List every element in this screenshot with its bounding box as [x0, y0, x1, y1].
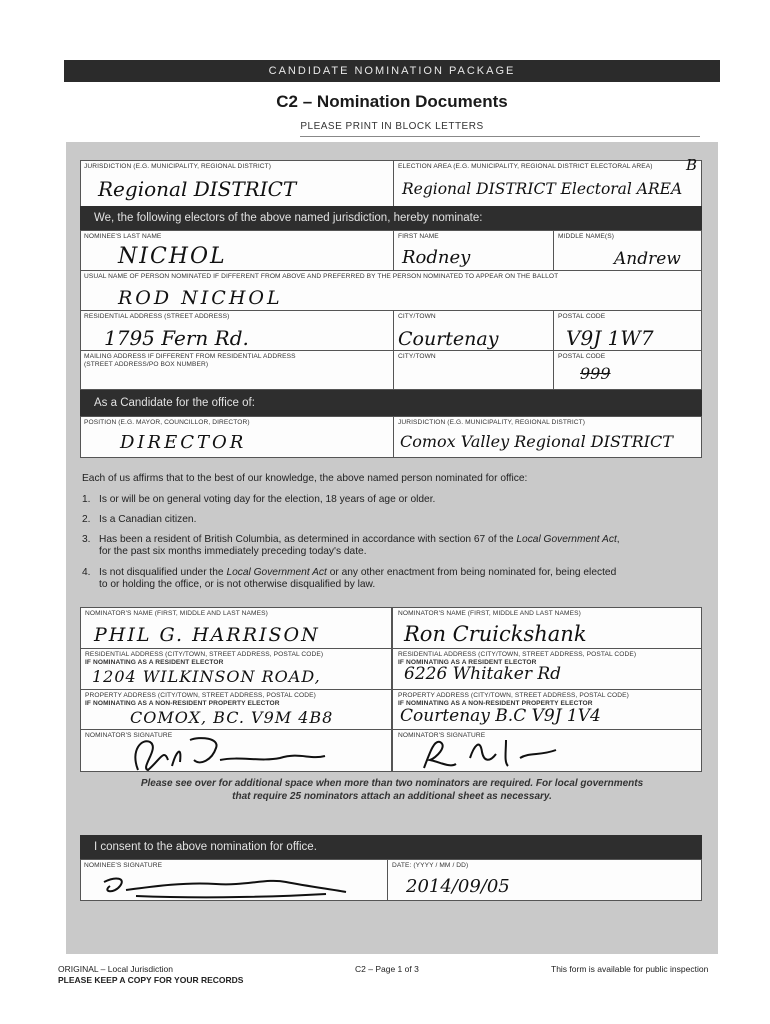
nominee-middle-name-label: MIDDLE NAME(S)	[558, 233, 614, 240]
divider	[387, 859, 388, 901]
jurisdiction-label: JURISDICTION (E.G. MUNICIPALITY, REGIONAL DISTRICT)	[84, 163, 272, 170]
nominee-signature-label: NOMINEE'S SIGNATURE	[84, 862, 163, 869]
nominator-2-prop-field[interactable]: Courtenay B.C V9J 1V4	[400, 706, 601, 726]
nominee-first-name-label: FIRST NAME	[398, 233, 439, 240]
nominee-middle-name-field[interactable]: Andrew	[614, 249, 681, 269]
footer-page-number: C2 – Page 1 of 3	[355, 964, 419, 974]
jurisdiction-field[interactable]: Regional DISTRICT	[98, 177, 297, 201]
nominator-1-prop-field[interactable]: COMOX, BC. V9M 4B8	[130, 708, 334, 727]
nominator-1-signature-label: NOMINATOR'S SIGNATURE	[85, 732, 173, 739]
divider	[393, 230, 394, 270]
consent-band: I consent to the above nomination for office.	[80, 835, 702, 859]
affirmation-item-3-line2: for the past six months immediately preceding today's date.	[99, 546, 367, 557]
nominator-1-name-field[interactable]: PHIL G. HARRISON	[94, 624, 320, 646]
page-subtitle: PLEASE PRINT IN BLOCK LETTERS	[300, 121, 484, 132]
mailing-address-label: MAILING ADDRESS IF DIFFERENT FROM RESIDENTIAL ADDRESS	[84, 353, 296, 360]
affirmation-item-4-line2: to or holding the office, or is not otherwise disqualified by law.	[99, 579, 376, 590]
city-field[interactable]: Courtenay	[398, 328, 499, 350]
nominator-2-name-field[interactable]: Ron Cruickshank	[404, 622, 587, 646]
nominators-note-line-1: Please see over for additional space when more than two nominators are required. For local governments	[140, 778, 644, 789]
affirmation-item-1: Is or will be on general voting day for the election, 18 years of age or older.	[99, 494, 436, 505]
usual-name-field[interactable]: ROD NICHOL	[118, 287, 283, 309]
mailing-postal-label: POSTAL CODE	[558, 353, 606, 360]
page-title: C2 – Nomination Documents	[276, 92, 508, 111]
date-field[interactable]: 2014/09/05	[406, 876, 510, 897]
nominee-first-name-field[interactable]: Rodney	[402, 247, 471, 268]
usual-name-label: USUAL NAME OF PERSON NOMINATED IF DIFFERENT FROM ABOVE AND PREFERRED BY THE PERSON NOMINATED TO APPEAR ON THE BALLOT	[84, 273, 559, 280]
mailing-city-field[interactable]	[398, 364, 548, 386]
mailing-city-label: CITY/TOWN	[398, 353, 436, 360]
nominee-signature[interactable]	[96, 868, 356, 902]
affirmation-item-2: Is a Canadian citizen.	[99, 514, 197, 525]
subtitle-rule	[300, 136, 700, 137]
election-area-label: ELECTION AREA (E.G. MUNICIPALITY, REGIONAL DISTRICT ELECTORAL AREA)	[398, 163, 653, 170]
position-label: POSITION (E.G. MAYOR, COUNCILLOR, DIRECTOR)	[84, 419, 250, 426]
nominator-1-name-label: NOMINATOR'S NAME (FIRST, MIDDLE AND LAST NAMES)	[85, 610, 268, 617]
nominator-1-signature[interactable]	[120, 730, 350, 776]
affirmation-text: Is not disqualified under the	[99, 567, 227, 578]
city-label: CITY/TOWN	[398, 313, 436, 320]
office-jurisdiction-label: JURISDICTION (E.G. MUNICIPALITY, REGIONAL DISTRICT)	[398, 419, 586, 426]
nominator-1-res-label-2: IF NOMINATING AS A RESIDENT ELECTOR	[85, 659, 224, 666]
affirmation-item-1-number: 1.	[82, 494, 91, 505]
act-name: Local Government Act	[516, 534, 617, 545]
election-area-field[interactable]: Regional DISTRICT Electoral AREA	[402, 180, 683, 198]
nominator-2-prop-label-2: IF NOMINATING AS A NON-RESIDENT PROPERTY ELECTOR	[398, 700, 593, 707]
office-jurisdiction-field[interactable]: Comox Valley Regional DISTRICT	[400, 432, 673, 451]
election-area-corner-mark: B	[686, 156, 698, 174]
affirmation-item-4-number: 4.	[82, 567, 91, 578]
footer-keep-copy: PLEASE KEEP A COPY FOR YOUR RECORDS	[58, 975, 244, 985]
nominator-2-signature-label: NOMINATOR'S SIGNATURE	[398, 732, 486, 739]
nominator-2-res-label: RESIDENTIAL ADDRESS (CITY/TOWN, STREET ADDRESS, POSTAL CODE)	[398, 651, 637, 658]
act-name: Local Government Act	[226, 567, 327, 578]
affirmation-text: or any other enactment from being nominated for, being elected	[326, 567, 617, 578]
mailing-address-label-2: (STREET ADDRESS/PO BOX NUMBER)	[84, 361, 209, 368]
nominator-1-res-label: RESIDENTIAL ADDRESS (CITY/TOWN, STREET ADDRESS, POSTAL CODE)	[85, 651, 324, 658]
affirmation-item-3-number: 3.	[82, 534, 91, 545]
mailing-postal-field[interactable]: 999	[580, 364, 611, 383]
nominators-note-line-2: that require 25 nominators attach an additional sheet as necessary.	[232, 791, 552, 802]
nominator-2-res-field[interactable]: 6226 Whitaker Rd	[404, 664, 562, 684]
divider	[393, 310, 394, 390]
date-label: DATE: (YYYY / MM / DD)	[392, 862, 469, 869]
divider	[80, 350, 702, 351]
affirmation-item-4	[99, 567, 616, 578]
affirmation-text: Has been a resident of British Columbia, as determined in accordance with section 67 of the	[99, 534, 517, 545]
divider	[80, 648, 702, 649]
office-band: As a Candidate for the office of:	[80, 390, 702, 416]
divider	[80, 689, 702, 690]
postal-code-field[interactable]: V9J 1W7	[566, 326, 654, 350]
nominator-1-res-field[interactable]: 1204 WILKINSON ROAD,	[92, 667, 321, 686]
footer-public-inspection: This form is available for public inspection	[551, 964, 709, 974]
footer-original: ORIGINAL – Local Jurisdiction	[58, 964, 173, 974]
affirmation-item-3	[99, 534, 620, 545]
affirmation-item-2-number: 2.	[82, 514, 91, 525]
divider	[80, 270, 702, 271]
nominee-last-name-label: NOMINEE'S LAST NAME	[84, 233, 162, 240]
divider	[393, 160, 394, 208]
nominator-2-signature[interactable]	[410, 732, 590, 772]
nominator-2-prop-label: PROPERTY ADDRESS (CITY/TOWN, STREET ADDRESS, POSTAL CODE)	[398, 692, 629, 699]
mailing-address-field[interactable]	[84, 370, 384, 386]
nominator-1-prop-label: PROPERTY ADDRESS (CITY/TOWN, STREET ADDRESS, POSTAL CODE)	[85, 692, 316, 699]
nominator-2-name-label: NOMINATOR'S NAME (FIRST, MIDDLE AND LAST NAMES)	[398, 610, 581, 617]
nominate-band: We, the following electors of the above named jurisdiction, hereby nominate:	[80, 206, 702, 230]
affirmation-intro: Each of us affirms that to the best of our knowledge, the above named person nominated for office:	[82, 473, 528, 484]
position-field[interactable]: DIRECTOR	[120, 432, 247, 453]
residential-address-label: RESIDENTIAL ADDRESS (STREET ADDRESS)	[84, 313, 230, 320]
divider	[553, 310, 554, 390]
postal-code-label: POSTAL CODE	[558, 313, 606, 320]
divider	[80, 310, 702, 311]
divider	[393, 416, 394, 458]
nominee-last-name-field[interactable]: NICHOL	[118, 244, 227, 269]
nominator-1-prop-label-2: IF NOMINATING AS A NON-RESIDENT PROPERTY ELECTOR	[85, 700, 280, 707]
divider	[553, 230, 554, 270]
residential-address-field[interactable]: 1795 Fern Rd.	[104, 326, 249, 350]
nominator-2-res-label-2: IF NOMINATING AS A RESIDENT ELECTOR	[398, 659, 537, 666]
affirmation-text: ,	[616, 534, 620, 545]
package-header-bar: CANDIDATE NOMINATION PACKAGE	[64, 60, 720, 82]
